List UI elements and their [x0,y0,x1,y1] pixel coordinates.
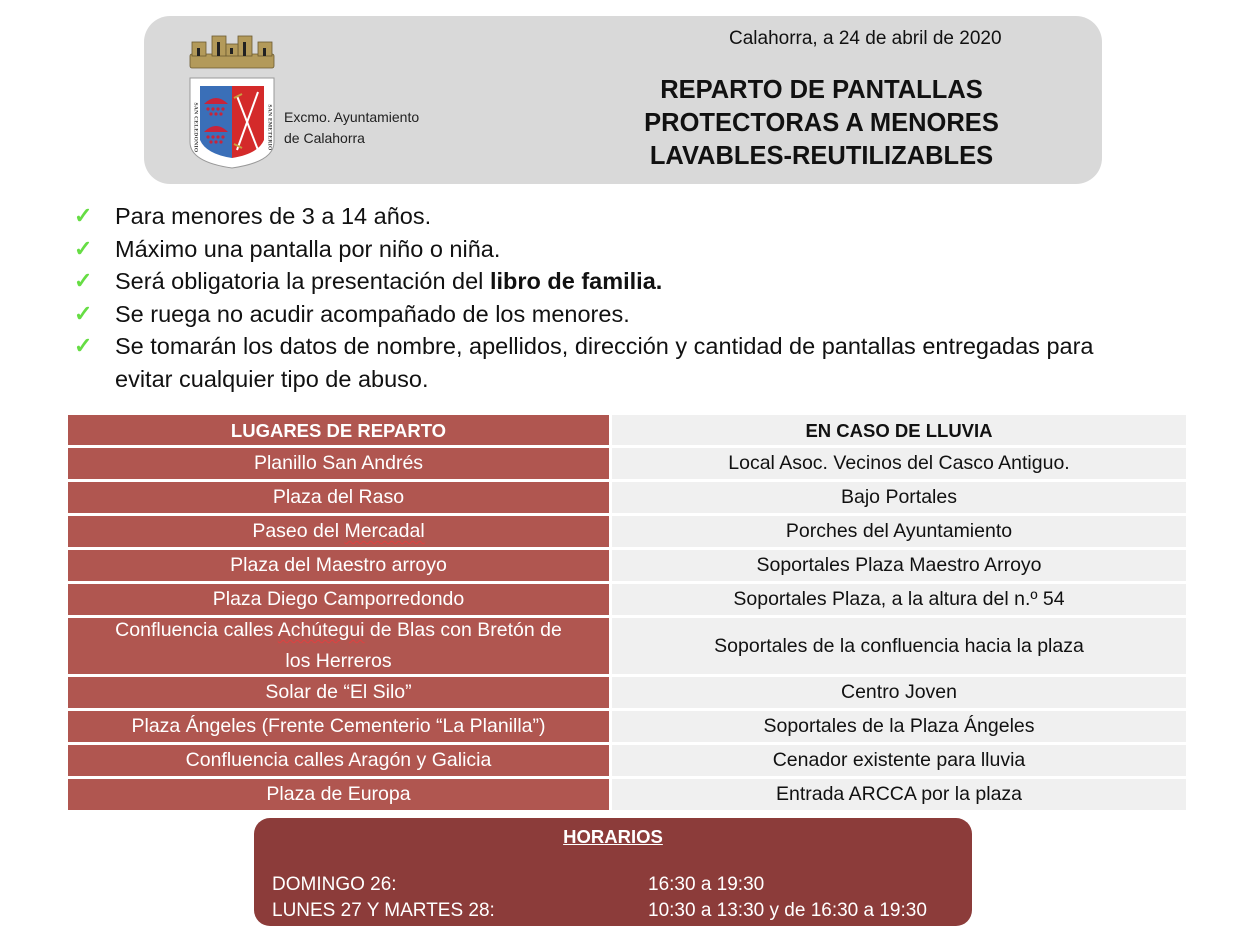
table-row [68,516,1186,550]
crest-text-right: SAN EMETERIO [266,104,273,151]
check-icon: ✓ [74,203,93,228]
coat-of-arms-logo [186,34,278,170]
rain-location-cell: Entrada ARCCA por la plaza [612,779,1186,810]
rain-location-cell: Soportales de la confluencia hacia la plaza [612,618,1186,674]
list-item-text: Será obligatoria la presentación del [115,268,490,294]
header-rain: EN CASO DE LLUVIA [612,415,1186,445]
list-item [74,330,1155,395]
coat-of-arms [186,34,278,170]
organization-line-2: de Calahorra [284,130,365,146]
list-item [74,200,1155,233]
table-header-row [68,415,1186,448]
rain-location-cell: Bajo Portales [612,482,1186,513]
table-row [68,677,1186,711]
location-cell: Plaza del Maestro arroyo [68,550,609,581]
document-date: Calahorra, a 24 de abril de 2020 [729,28,1002,49]
schedule-line [272,874,765,896]
rain-location-cell: Centro Joven [612,677,1186,708]
table-row [68,482,1186,516]
rain-location-cell: Porches del Ayuntamiento [612,516,1186,547]
table-row [68,550,1186,584]
table-row [68,745,1186,779]
location-text: Paseo del [252,520,345,542]
spellcheck-word: Mercadal [344,520,425,542]
crest-text-left: SAN CELEDONIO [192,102,199,153]
organization-name [284,107,419,149]
organization-line-1: Excmo. Ayuntamiento [284,109,420,125]
location-cell [68,516,609,547]
check-icon: ✓ [74,300,93,326]
location-text: de Blas con Bretón de [364,619,562,641]
rain-location-cell: Cenador existente para lluvia [612,745,1186,776]
location-cell: Plaza Ángeles (Frente Cementerio “La Planilla”) [68,711,609,742]
schedule-line [272,900,927,922]
list-item [74,298,1155,331]
table-row [68,711,1186,745]
schedule-time: 16:30 a 19:30 [648,874,765,895]
table-row [68,448,1186,482]
location-cell: Planillo San Andrés [68,448,609,479]
page-title [584,74,1059,173]
list-item-text: Máximo una pantalla por niño o niña. [115,235,501,262]
schedule-day: LUNES 27 Y MARTES 28: [272,900,495,921]
location-text-line-2: los Herreros [285,650,392,672]
check-icon: ✓ [74,235,93,261]
location-text-line-1 [115,615,562,646]
check-icon: ✓ [74,268,93,293]
table-row [68,779,1186,813]
spellcheck-word: Achútegui [277,619,365,641]
list-item-text: Se tomarán los datos de nombre, apellidos, dirección y cantidad de pantallas entregadas para evitar cualquier tipo de abuso. [115,333,1094,392]
distribution-table [68,415,1186,813]
schedule-day: DOMINGO 26: [272,874,397,895]
title-line-1: REPARTO DE PANTALLAS [660,76,983,104]
list-item [74,233,1155,266]
header-locations: LUGARES DE REPARTO [68,415,609,445]
requirements-list [74,200,1155,395]
list-item-text: Se ruega no acudir acompañado de los menores. [115,300,630,327]
location-cell: Plaza de Europa [68,779,609,810]
list-item [74,265,1155,298]
rain-location-cell: Local Asoc. Vecinos del Casco Antiguo. [612,448,1186,479]
table-row [68,584,1186,618]
location-cell [68,618,609,674]
schedule-title: HORARIOS [563,826,663,847]
rain-location-cell: Soportales Plaza Maestro Arroyo [612,550,1186,581]
location-cell: Solar de “El Silo” [68,677,609,708]
schedule-box [254,818,972,926]
header-banner [144,16,1102,184]
rain-location-cell: Soportales de la Plaza Ángeles [612,711,1186,742]
location-cell: Plaza Diego Camporredondo [68,584,609,615]
list-item-bold: libro de familia. [489,268,663,294]
location-cell: Plaza del Raso [68,482,609,513]
list-item-text: Para menores de 3 a 14 años. [115,203,432,229]
title-line-3: LAVABLES-REUTILIZABLES [649,142,994,170]
location-text: Confluencia calles [115,619,278,641]
table-row [68,618,1186,677]
check-icon: ✓ [74,333,93,358]
schedule-time: 10:30 a 13:30 y de 16:30 a 19:30 [648,900,927,921]
rain-location-cell: Soportales Plaza, a la altura del n.º 54 [612,584,1186,615]
title-line-2: PROTECTORAS A MENORES [644,109,999,137]
location-cell: Confluencia calles Aragón y Galicia [68,745,609,776]
